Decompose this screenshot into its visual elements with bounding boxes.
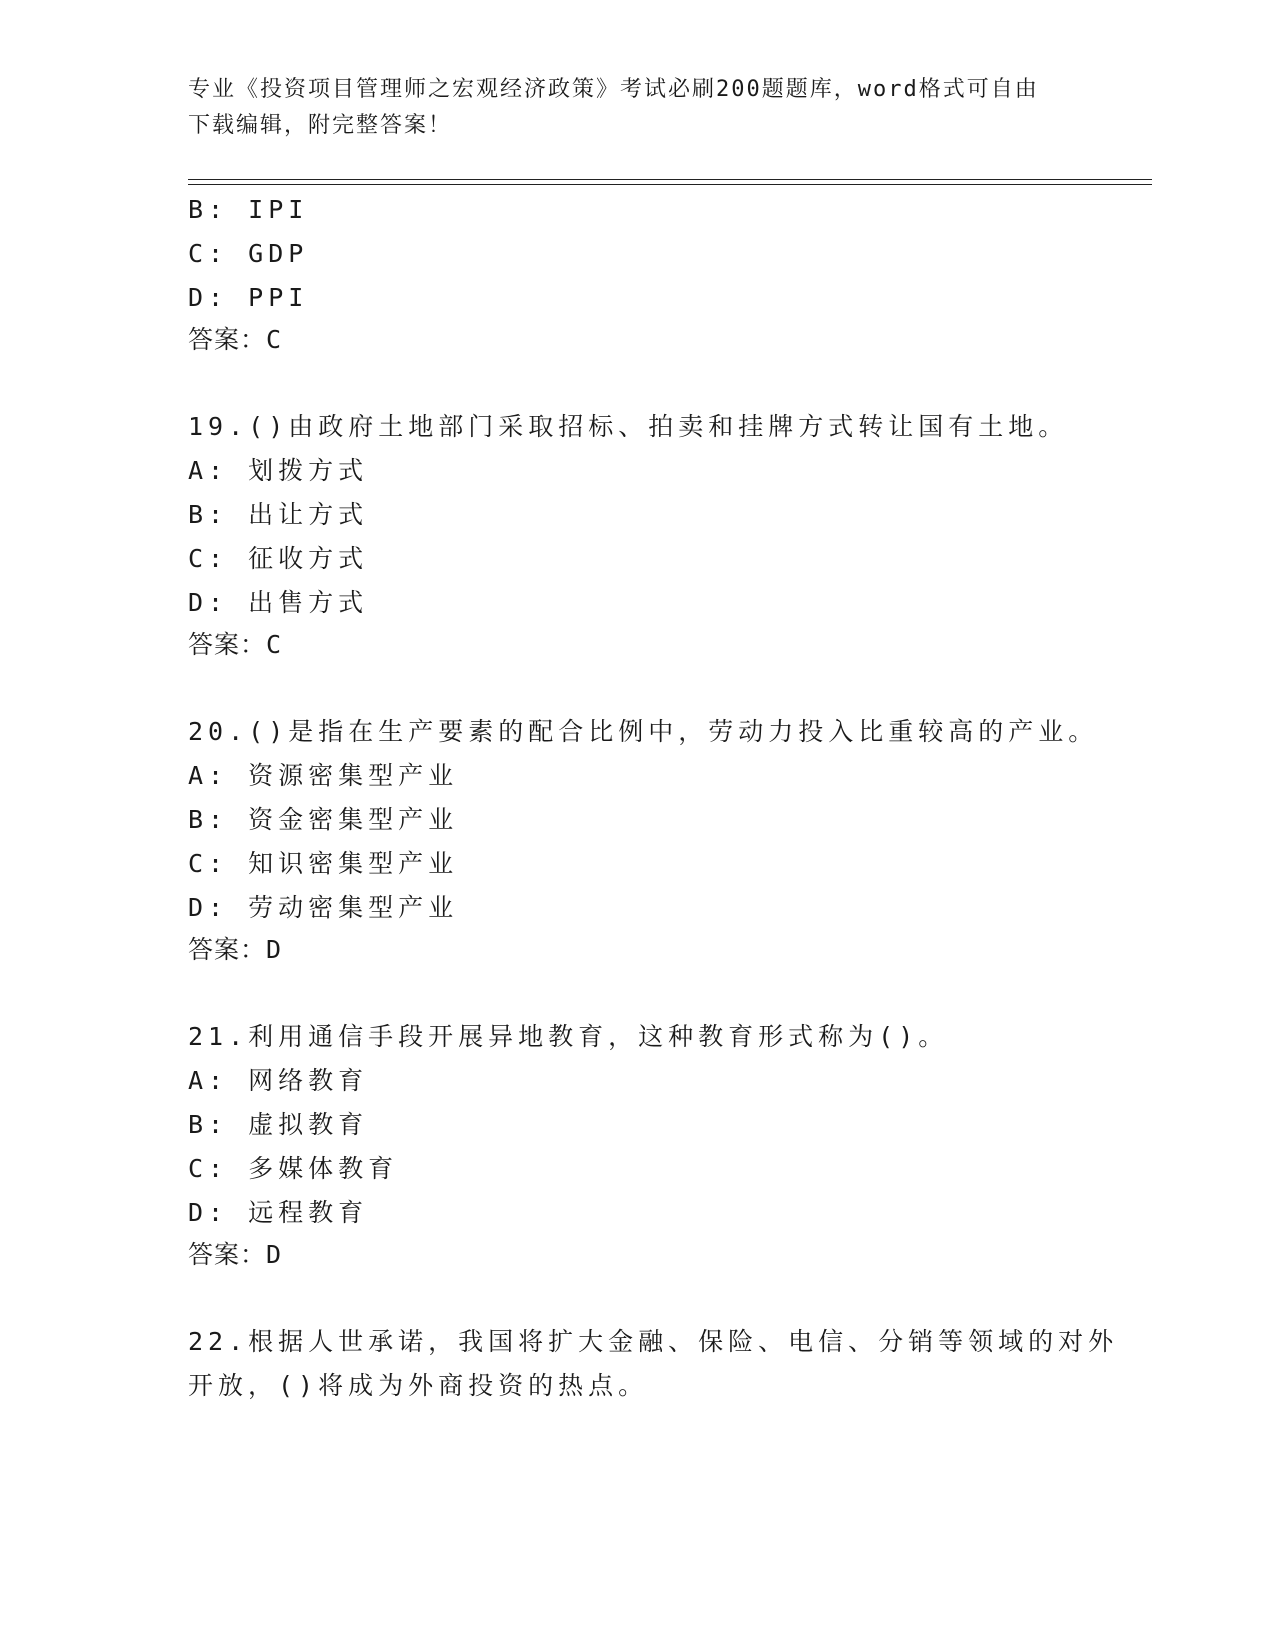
header-divider-bottom (188, 184, 1152, 185)
question-stem-line-2: 开放，()将成为外商投资的热点。 (188, 1371, 649, 1400)
question-stem-line-1: 22.根据人世承诺，我国将扩大金融、保险、电信、分销等领域的对外 (188, 1327, 1119, 1356)
option-a: A: 网络教育 (188, 1066, 369, 1095)
option-b: B: 资金密集型产业 (188, 805, 459, 834)
answer: 答案：D (188, 1240, 283, 1269)
option-a: A: 资源密集型产业 (188, 761, 459, 790)
question-stem: 21.利用通信手段开展异地教育，这种教育形式称为()。 (188, 1022, 949, 1051)
option-b: B: IPI (188, 195, 309, 224)
option-d: D: 远程教育 (188, 1198, 369, 1227)
option-a: A: 划拨方式 (188, 456, 369, 485)
option-c: C: 征收方式 (188, 544, 369, 573)
answer: 答案：C (188, 325, 283, 354)
option-b: B: 出让方式 (188, 500, 369, 529)
header-divider-top (188, 179, 1152, 180)
option-d: D: 出售方式 (188, 588, 369, 617)
answer: 答案：D (188, 935, 283, 964)
document-header (188, 72, 1088, 144)
option-c: C: GDP (188, 239, 309, 268)
option-b: B: 虚拟教育 (188, 1110, 369, 1139)
header-line-2: 下载编辑，附完整答案！ (188, 113, 453, 138)
question-stem: 19.()由政府土地部门采取招标、拍卖和挂牌方式转让国有土地。 (188, 412, 1069, 441)
question-stem: 20.()是指在生产要素的配合比例中，劳动力投入比重较高的产业。 (188, 717, 1099, 746)
option-d: D: PPI (188, 283, 309, 312)
answer: 答案：C (188, 630, 283, 659)
option-c: C: 多媒体教育 (188, 1154, 399, 1183)
header-line-1: 专业《投资项目管理师之宏观经济政策》考试必刷200题题库，word格式可自由 (188, 77, 1039, 102)
option-d: D: 劳动密集型产业 (188, 893, 459, 922)
option-c: C: 知识密集型产业 (188, 849, 459, 878)
